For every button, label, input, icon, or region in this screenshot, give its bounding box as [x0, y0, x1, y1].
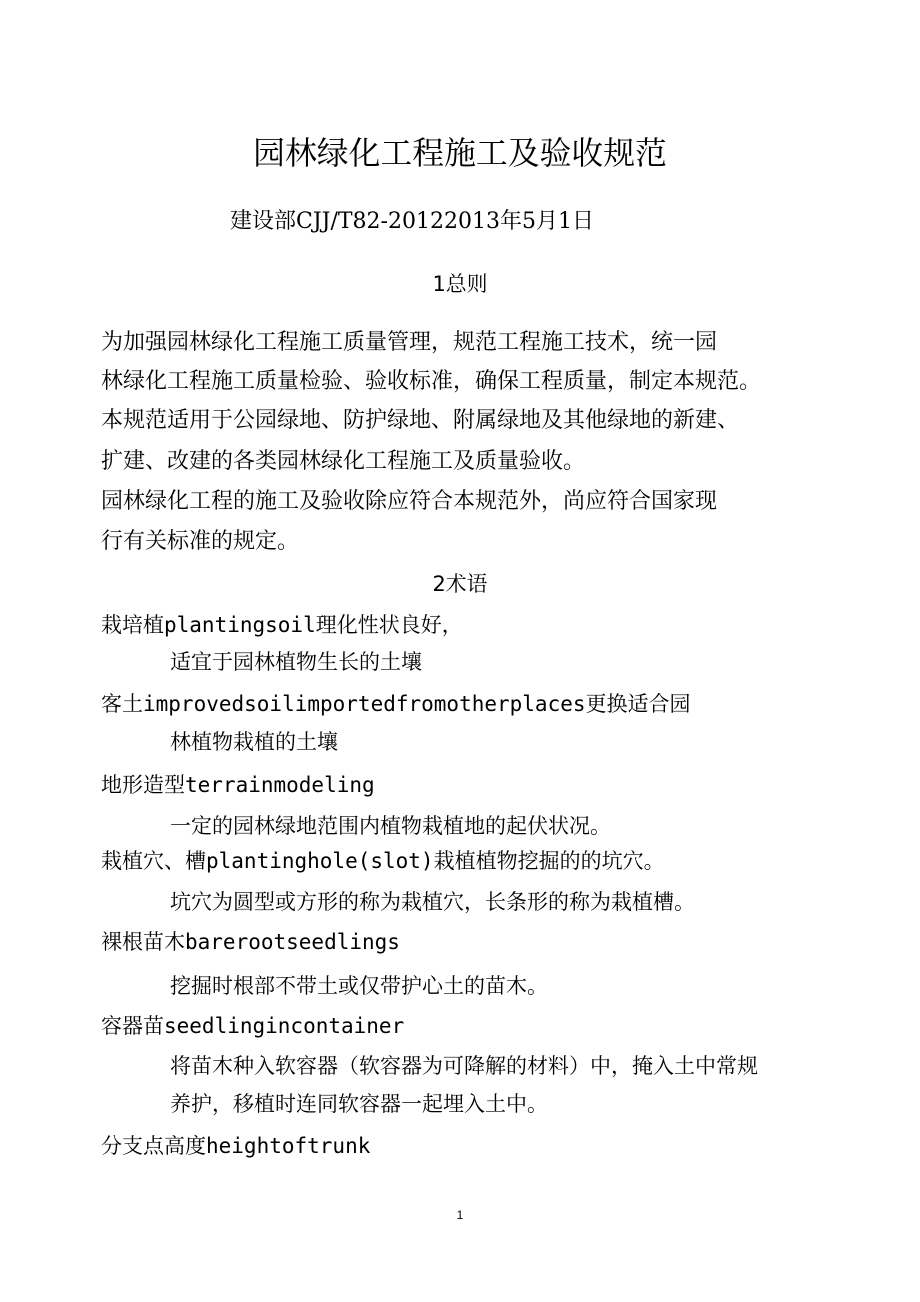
paragraph-line: 行有关标准的规定。: [101, 529, 300, 554]
term-entry: 栽植穴、槽plantinghole(slot)栽植植物挖掘的的坑穴。: [101, 849, 665, 873]
term-description: 一定的园林绿地范围内植物栽植地的起伏状况。: [170, 814, 611, 838]
term-entry: 裸根苗木barerootseedlings: [101, 930, 400, 954]
page-number: 1: [456, 1208, 464, 1222]
section-heading-terms: 2术语: [432, 572, 488, 596]
term-description: 适宜于园林植物生长的土壤: [170, 650, 422, 674]
standard-info: 建设部CJJ/T82-20122013年5月1日: [230, 209, 594, 234]
term-description: 养护，移植时连同软容器一起埋入土中。: [170, 1092, 548, 1116]
term-description: 坑穴为圆型或方形的称为栽植穴，长条形的称为栽植槽。: [170, 890, 695, 914]
term-entry: 容器苗seedlingincontainer: [101, 1014, 405, 1038]
paragraph-line: 为加强园林绿化工程施工质量管理，规范工程施工技术，统一园: [101, 330, 718, 355]
term-entry: 栽培植plantingsoil理化性状良好，: [101, 613, 463, 637]
term-entry: 分支点高度heightoftrunk: [101, 1134, 371, 1158]
term-entry: 客土improvedsoilimportedfromotherplaces更换适合园: [101, 692, 691, 716]
term-description: 林植物栽植的土壤: [170, 730, 338, 754]
paragraph-line: 林绿化工程施工质量检验、验收标准，确保工程质量，制定本规范。: [101, 369, 762, 394]
paragraph-line: 园林绿化工程的施工及验收除应符合本规范外，尚应符合国家现: [101, 489, 718, 514]
term-description: 将苗木种入软容器（软容器为可降解的材料）中，掩入土中常规: [170, 1054, 758, 1078]
section-heading-general: 1总则: [432, 272, 488, 296]
paragraph-line: 扩建、改建的各类园林绿化工程施工及质量验收。: [101, 449, 586, 474]
paragraph-line: 本规范适用于公园绿地、防护绿地、附属绿地及其他绿地的新建、: [101, 408, 740, 433]
term-entry: 地形造型terrainmodeling: [101, 773, 375, 797]
term-description: 挖掘时根部不带土或仅带护心土的苗木。: [170, 974, 548, 998]
page-title: 园林绿化工程施工及验收规范: [253, 134, 667, 172]
